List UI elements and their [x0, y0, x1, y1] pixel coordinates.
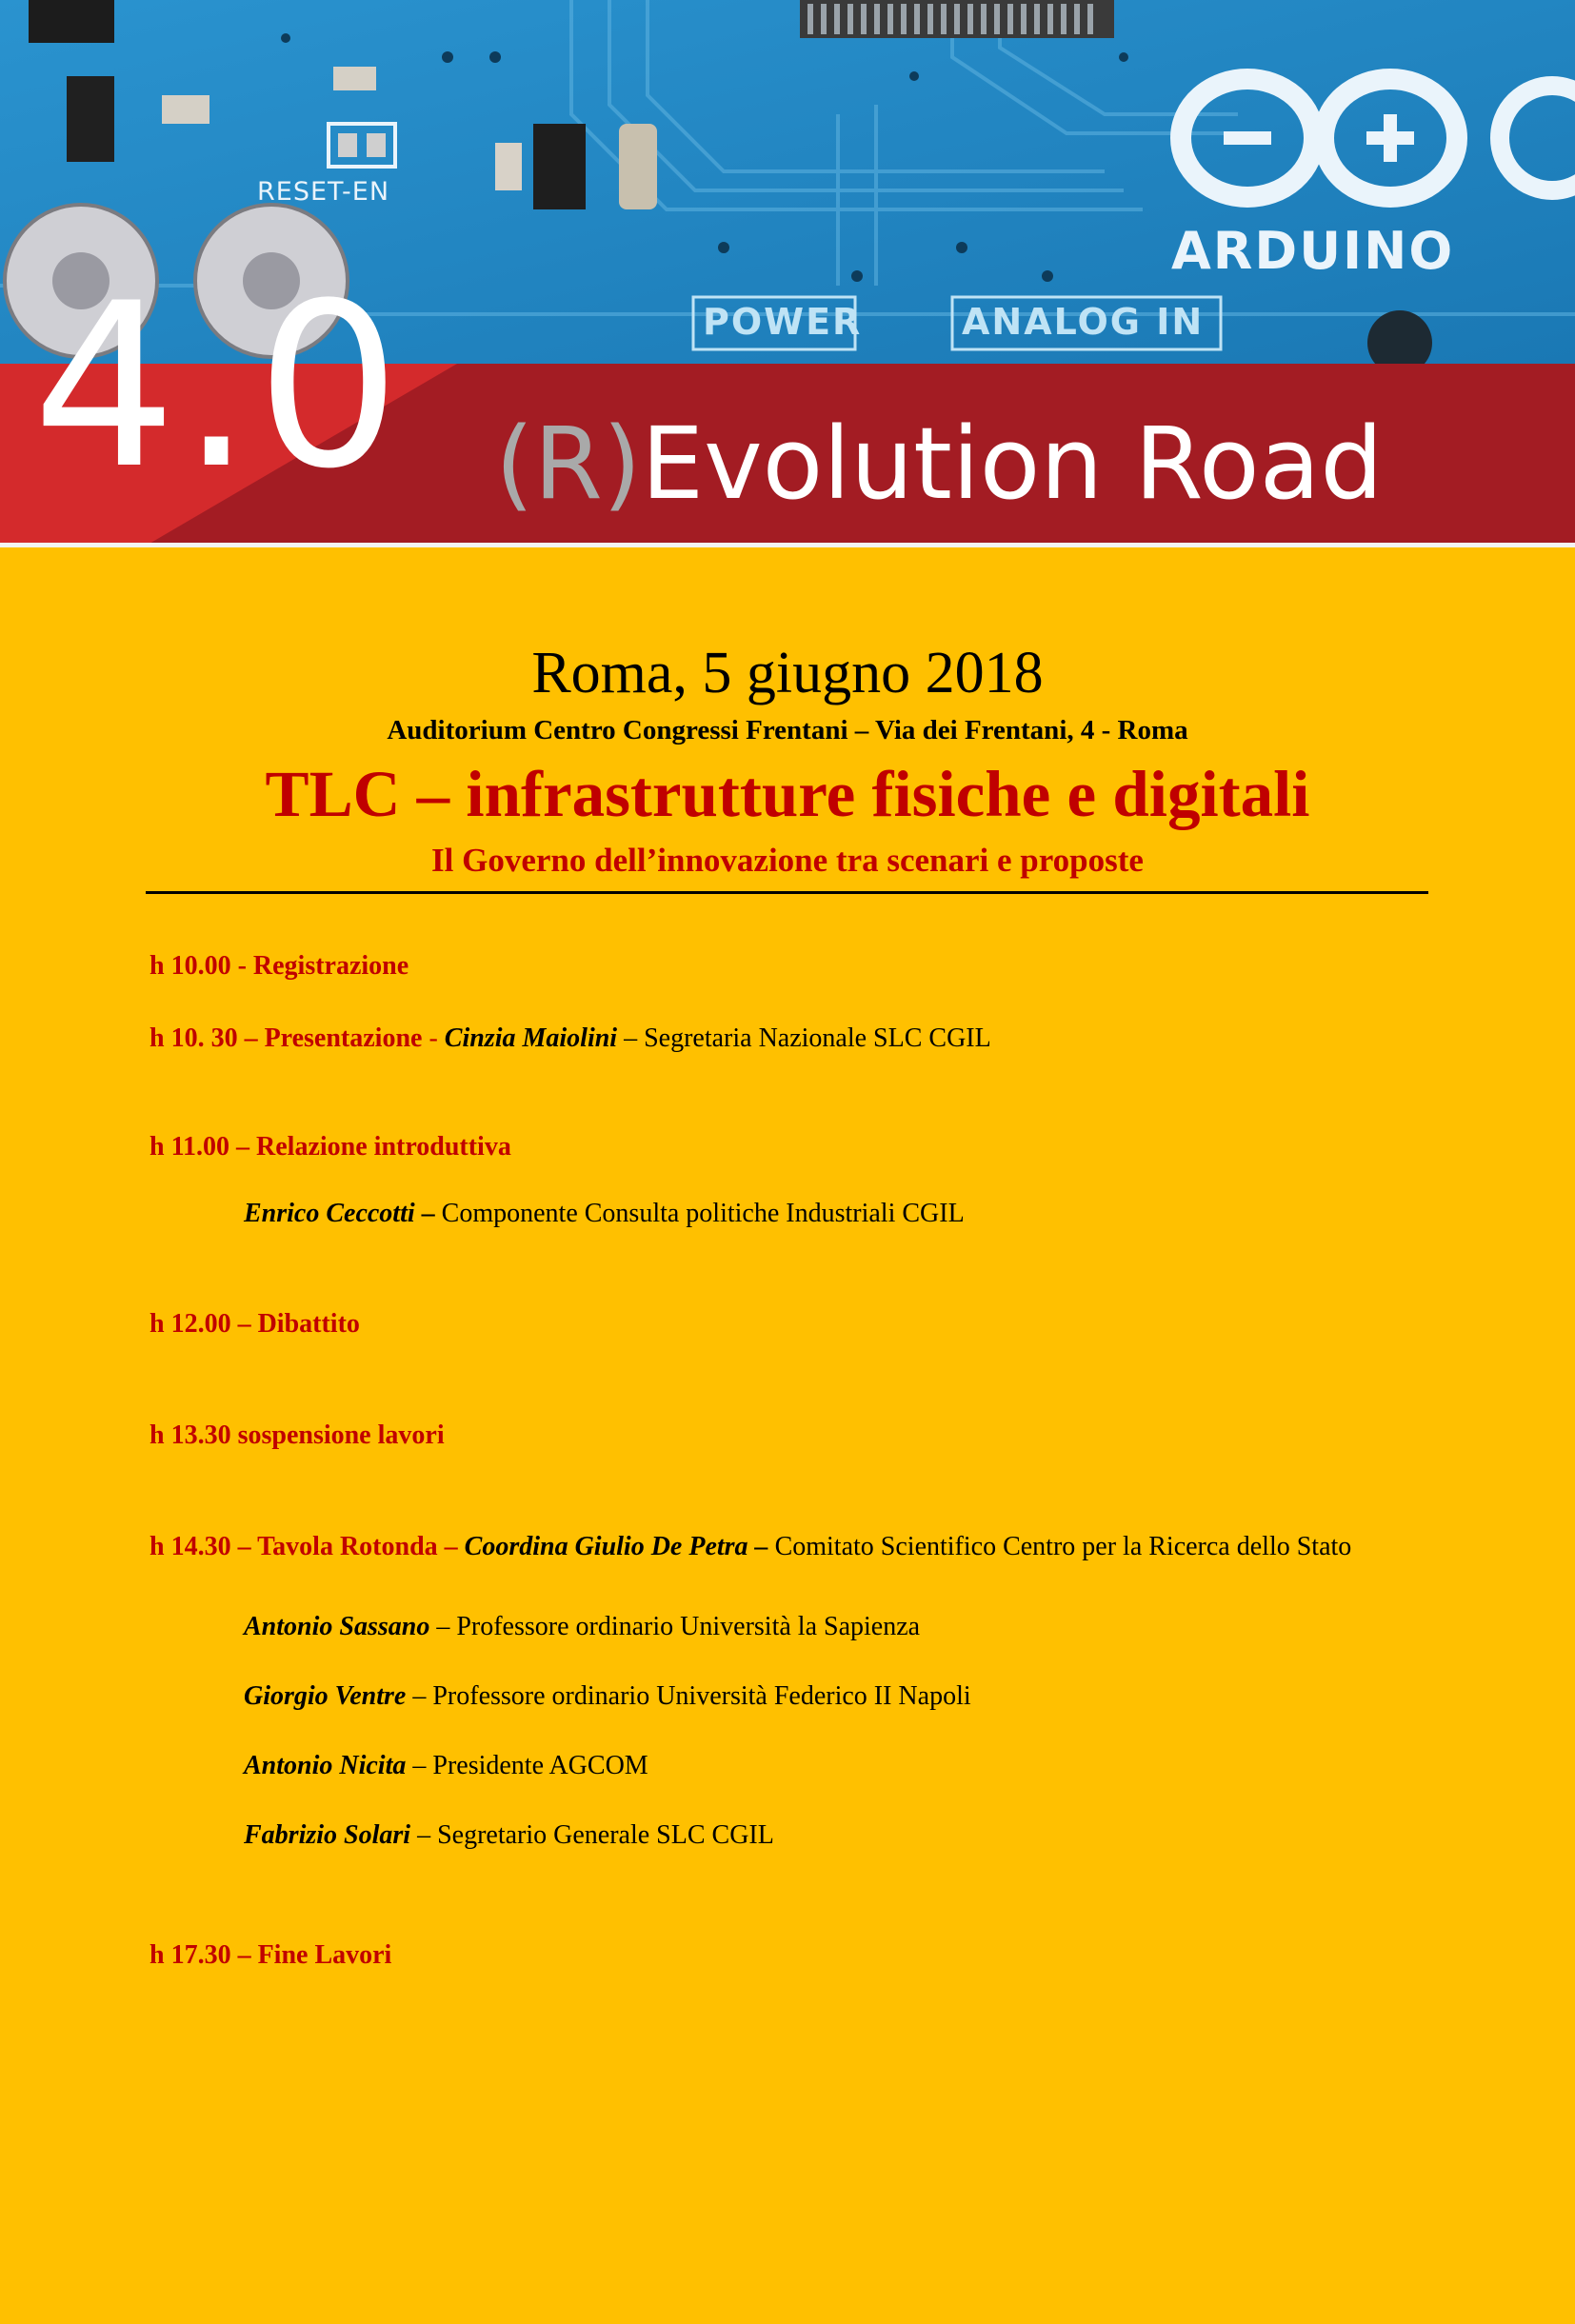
speaker-name: Enrico Ceccotti: [244, 1199, 415, 1228]
speaker-row-intro: [244, 1198, 965, 1230]
panel-speaker-row: [244, 1750, 648, 1782]
speaker-role: Componente Consulta politiche Industriali CGIL: [441, 1199, 965, 1228]
chip: [533, 124, 586, 209]
capacitor-small: [495, 143, 522, 190]
speaker-role: – Professore ordinario Università la Sapienza: [429, 1612, 921, 1641]
panel-speaker-row: [244, 1611, 920, 1643]
programme-label: h 12.00 – Dibattito: [150, 1309, 360, 1339]
programme-label: h 17.30 – Fine Lavori: [150, 1940, 392, 1970]
chip: [67, 76, 114, 162]
programme-item-debate: [150, 1308, 360, 1341]
board-label-power: POWER: [703, 301, 863, 343]
speaker-name: Antonio Sassano: [244, 1612, 430, 1641]
coordinator-role: Comitato Scientifico Centro per la Ricerca dello Stato: [774, 1532, 1352, 1561]
programme-item-end: [150, 1939, 391, 1972]
event-date: Roma, 5 giugno 2018: [531, 641, 1044, 705]
brand-r: (R): [495, 406, 642, 522]
crystal: [619, 124, 657, 209]
panel-speaker-row: [244, 1819, 774, 1852]
coordinator-name: Coordina Giulio De Petra –: [464, 1532, 775, 1561]
logo-number: 4.0: [32, 255, 405, 519]
brand-title: [495, 406, 1384, 522]
speaker-name: Fabrizio Solari: [244, 1820, 411, 1850]
header-banner: [0, 0, 1575, 547]
programme-separator: -: [422, 1023, 445, 1053]
brand-rest: Evolution Road: [641, 406, 1384, 522]
programme-label: h 14.30 – Tavola Rotonda –: [150, 1532, 465, 1561]
programme-label: h 10. 30 – Presentazione: [150, 1023, 423, 1053]
speaker-role: – Segretaria Nazionale SLC CGIL: [617, 1023, 991, 1053]
page-subtitle: Il Governo dell’innovazione tra scenari e proposte: [431, 842, 1144, 879]
programme-label: h 13.30 sospensione lavori: [150, 1420, 445, 1450]
speaker-dash: –: [414, 1199, 442, 1228]
board-label-analog: ANALOG IN: [962, 301, 1205, 343]
venue: Auditorium Centro Congressi Frentani – Via dei Frentani, 4 - Roma: [387, 715, 1188, 745]
programme-label: h 10.00 - Registrazione: [150, 951, 409, 981]
title-divider: [146, 891, 1428, 894]
programme-item-presentation: [150, 1023, 991, 1055]
speaker-role: – Presidente AGCOM: [406, 1751, 648, 1780]
board-label-arduino: ARDUINO: [1171, 221, 1455, 281]
speaker-role: – Professore ordinario Università Federico II Napoli: [406, 1681, 971, 1711]
speaker-role: – Segretario Generale SLC CGIL: [410, 1820, 774, 1850]
board-label-reset: RESET-EN: [257, 177, 390, 207]
speaker-name: Antonio Nicita: [244, 1751, 407, 1780]
programme-item-round-table: [150, 1531, 1351, 1563]
speaker-name: Giorgio Ventre: [244, 1681, 407, 1711]
panel-speaker-row: [244, 1680, 971, 1713]
chip: [29, 0, 114, 43]
programme-item-pause: [150, 1420, 445, 1452]
speaker-name: Cinzia Maiolini: [444, 1023, 618, 1053]
programme-item-registration: [150, 950, 409, 983]
page-title: TLC – infrastrutture fisiche e digitali: [265, 758, 1310, 830]
programme-label: h 11.00 – Relazione introduttiva: [150, 1132, 511, 1162]
programme-item-intro: [150, 1131, 511, 1163]
